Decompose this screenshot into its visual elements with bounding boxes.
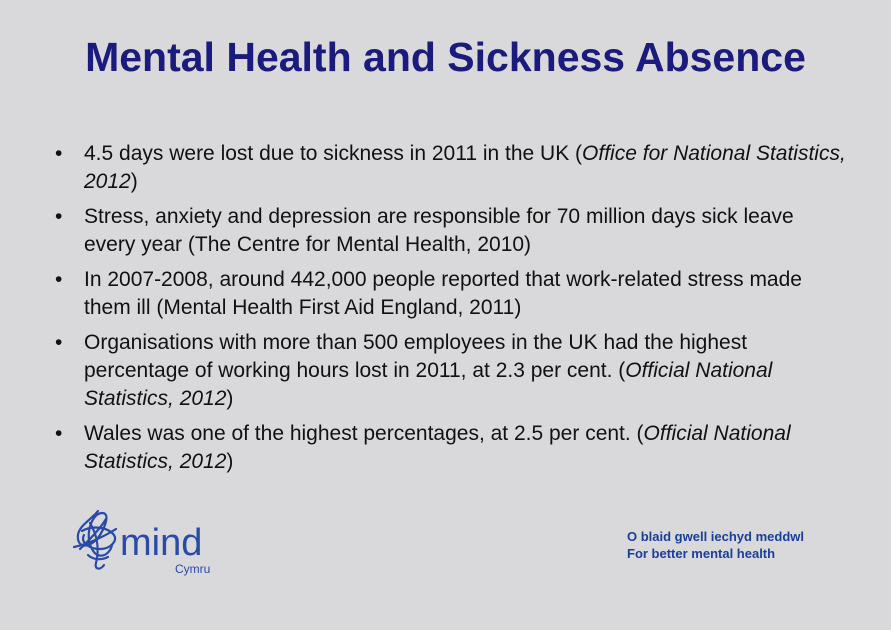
- bullet-item: • Stress, anxiety and depression are responsible for 70 million days sick leave every year (The Centre for Mental Health, 2010): [55, 205, 794, 256]
- logo-word: mind: [120, 522, 203, 564]
- logo-sub: Cymru: [175, 562, 211, 576]
- tagline-welsh: O blaid gwell iechyd meddwl: [627, 529, 804, 544]
- bullet-dot: •: [55, 142, 63, 165]
- mind-scribble-icon: [74, 511, 116, 569]
- mind-cymru-logo: [70, 505, 235, 580]
- bullet-dot: •: [55, 422, 63, 445]
- bullet-dot: •: [55, 268, 63, 291]
- bullet-dot: •: [55, 331, 63, 354]
- bullet-item: • Wales was one of the highest percentages, at 2.5 per cent. (Official National Statistics, 2012): [55, 422, 791, 473]
- bullet-list: [50, 140, 850, 483]
- bullet-item: • In 2007-2008, around 442,000 people reported that work-related stress made them ill (Mental Health First Aid England, 2011): [55, 268, 802, 319]
- bullet-item: • Organisations with more than 500 employees in the UK had the highest percentage of working hours lost in 2011, at 2.3 per cent. (Official National Statistics, 2012): [55, 331, 773, 410]
- tagline: [627, 528, 804, 562]
- slide-title: Mental Health and Sickness Absence: [85, 34, 806, 80]
- tagline-english: For better mental health: [627, 546, 776, 561]
- bullet-item: • 4.5 days were lost due to sickness in 2011 in the UK (Office for National Statistics, 2012): [55, 142, 846, 193]
- bullet-dot: •: [55, 205, 63, 228]
